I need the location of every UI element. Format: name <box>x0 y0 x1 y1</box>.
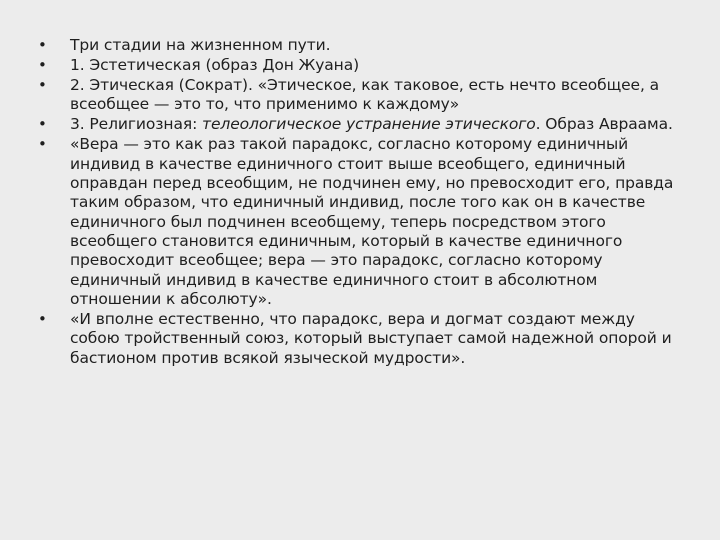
bullet-text-italic: телеологическое устранение этического <box>202 115 536 134</box>
bullet-icon: • <box>38 115 47 134</box>
bullet-text: «Вера — это как раз такой парадокс, согласно которому единичный индивид в качестве единичного стоит выше всеобщего, единичный оправдан перед всеобщим, не подчинен ему, но превосходит его, правда таким образом, что единичный индивид, после того как он в качестве единичного был подчинен всеобщему, теперь посредством этого всеобщего становится единичным, который в качестве единичного превосходит всеобщее; вера — это парадокс, согласно которому единичный индивид в качестве единичного стоит в абсолютном отношении к абсолюту». <box>70 135 674 308</box>
bullet-text: Три стадии на жизненном пути. <box>70 36 331 54</box>
bullet-text: «И вполне естественно, что парадокс, вера и догмат создают между собою тройственный союз, который выступает самой надежной опорой и бастионом против всякой языческой мудрости». <box>70 310 672 367</box>
bullet-icon: • <box>38 55 47 74</box>
bullet-text: 2. Этическая (Сократ). «Этическое, как таковое, есть нечто всеобщее, а всеобщее — это то, что применимо к каждому» <box>70 75 660 113</box>
bullet-icon: • <box>38 75 47 94</box>
bullet-item-4 <box>38 115 678 134</box>
bullet-text-before: 3. Религиозная: <box>70 115 203 134</box>
bullet-item-5 <box>38 135 678 309</box>
bullet-icon: • <box>38 310 47 329</box>
bullet-item-3 <box>38 76 678 115</box>
bullet-item-6 <box>38 310 678 368</box>
bullet-icon: • <box>38 135 47 154</box>
bullet-list <box>38 36 678 368</box>
bullet-text-after: . Образ Авраама. <box>535 115 673 134</box>
bullet-item-2 <box>38 56 678 75</box>
bullet-text <box>70 115 678 134</box>
bullet-icon: • <box>38 36 47 54</box>
bullet-item-1 <box>38 36 678 55</box>
bullet-text: 1. Эстетическая (образ Дон Жуана) <box>70 55 360 74</box>
